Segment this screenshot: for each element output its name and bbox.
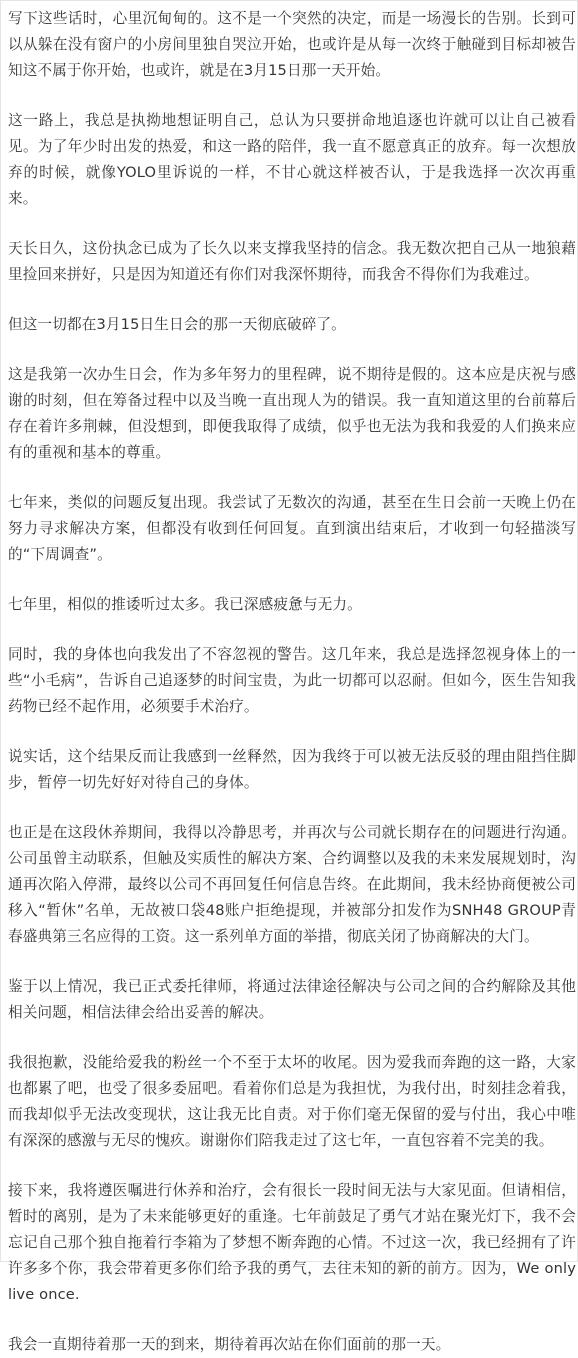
paragraph-5: 这是我第一次办生日会，作为多年努力的里程碑，说不期待是假的。这本应是庆祝与感谢的时刻，但在筹备过程中以及当晚一直出现人为的错误。我一直知道这里的台前幕后存在着许多荆棘，但没想到，即便我取得了成绩，似乎也无法为我和我爱的人们换来应有的重视和基本的尊重。 <box>8 366 576 461</box>
statement-article <box>8 6 576 1358</box>
paragraph-10: 也正是在这段休养期间，我得以冷静思考，并再次与公司就长期存在的问题进行沟通。公司虽曾主动联系，但触及实质性的解决方案、合约调整以及我的未来发展规划时，沟通再次陷入停滞，最终以公司不再回复任何信息告终。在此期间，我未经协商便被公司移入“暂休”名单，无故被口袋48账户拒绝提现，并被部分扣发作为SNH48 GROUP青春盛典第三名应得的工资。这一系列单方面的举措，彻底关闭了协商解决的大门。 <box>8 824 576 945</box>
paragraph-12: 我很抱歉，没能给爱我的粉丝一个不至于太坏的收尾。因为爱我而奔跑的这一路，大家也都累了吧，也受了很多委屈吧。看着你们总是为我担忧，为我付出，时刻挂念着我，而我却似乎无法改变现状，这让我无比自责。对于你们毫无保留的爱与付出，我心中唯有深深的感激与无尽的愧疚。谢谢你们陪我走过了这七年，一直包容着不完美的我。 <box>8 1054 576 1149</box>
paragraph-11: 鉴于以上情况，我已正式委托律师，将通过法律途径解决与公司之间的合约解除及其他相关问题，相信法律会给出妥善的解决。 <box>8 978 576 1021</box>
paragraph-9: 说实话，这个结果反而让我感到一丝释然，因为我终于可以被无法反驳的理由阻挡住脚步，暂停一切先好好对待自己的身体。 <box>8 748 576 791</box>
paragraph-4: 但这一切都在3月15日生日会的那一天彻底破碎了。 <box>8 316 346 333</box>
paragraph-2: 这一路上，我总是执拗地想证明自己，总认为只要拼命地追逐也许就可以让自己被看见。为了年少时出发的热爱，和这一路的陪伴，我一直不愿意真正的放弃。每一次想放弃的时候，就像YOLO里诉说的一样，不甘心就这样被否认，于是我选择一次次再重来。 <box>8 112 576 207</box>
paragraph-3: 天长日久，这份执念已成为了长久以来支撑我坚持的信念。我无数次把自己从一地狼藉里捡回来拼好，只是因为知道还有你们对我深怀期待，而我舍不得你们为我难过。 <box>8 240 576 283</box>
paragraph-8: 同时，我的身体也向我发出了不容忽视的警告。这几年来，我总是选择忽视身体上的一些“小毛病”，告诉自己追逐梦的时间宝贵，为此一切都可以忍耐。但如今，医生告知我药物已经不起作用，必须要手术治疗。 <box>8 646 576 715</box>
paragraph-6: 七年来，类似的问题反复出现。我尝试了无数次的沟通，甚至在生日会前一天晚上仍在努力寻求解决方案，但都没有收到任何回复。直到演出结束后，才收到一句轻描淡写的“下周调查”。 <box>8 494 576 563</box>
paragraph-7: 七年里，相似的推诿听过太多。我已深感疲惫与无力。 <box>8 596 362 613</box>
paragraph-14: 我会一直期待着那一天的到来，期待着再次站在你们面前的那一天。 <box>8 1336 451 1353</box>
paragraph-1: 写下这些话时，心里沉甸甸的。这不是一个突然的决定，而是一场漫长的告别。长到可以从躲在没有窗户的小房间里独自哭泣开始，也或许是从每一次终于触碰到目标却被告知这不属于你开始，也或许，就是在3月15日那一天开始。 <box>8 10 576 79</box>
paragraph-13: 接下来，我将遵医嘱进行休养和治疗，会有很长一段时间无法与大家见面。但请相信，暂时的离别，是为了未来能够更好的重逢。七年前鼓足了勇气才站在聚光灯下，我不会忘记自己那个独自拖着行李箱为了梦想不断奔跑的心情。不过这一次，我已经拥有了许许多多个你，我会带着更多你们给予我的勇气，去往未知的新的前方。因为，We only live once. <box>8 1182 576 1303</box>
